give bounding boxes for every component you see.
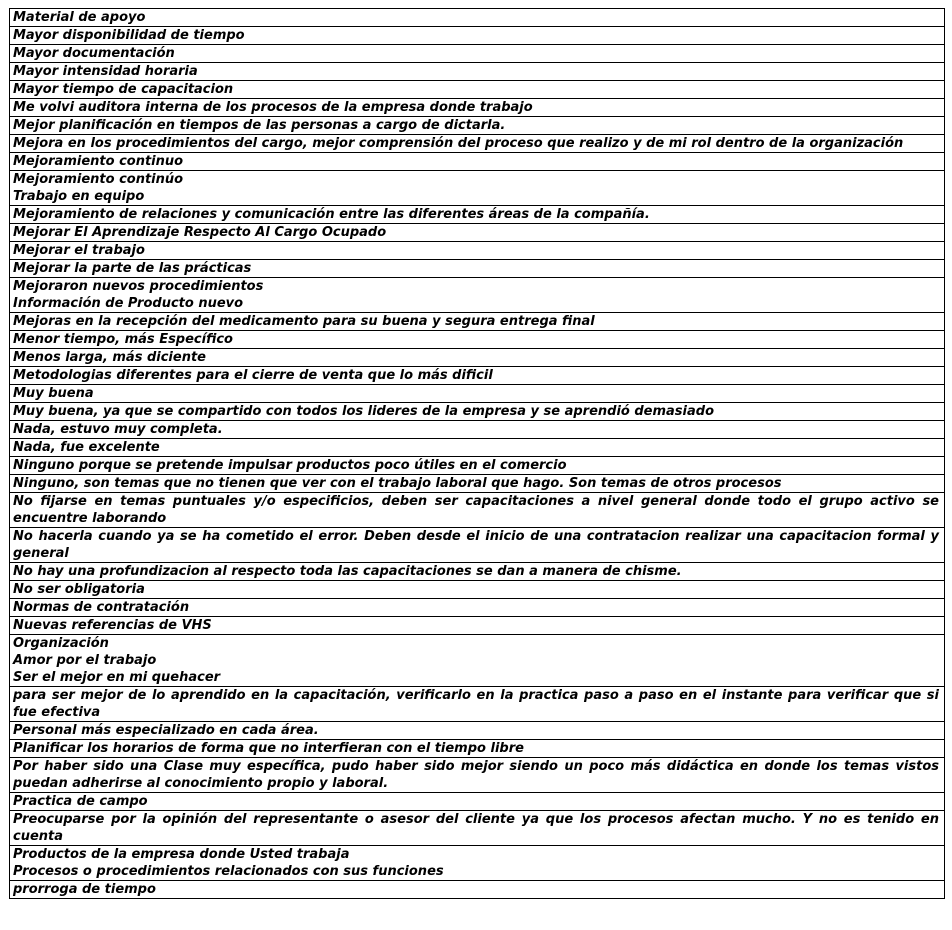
table-row	[10, 740, 944, 758]
table-row	[10, 421, 944, 439]
table-row	[10, 385, 944, 403]
table-row	[10, 171, 944, 206]
row-text: Ninguno porque se pretende impulsar productos poco útiles en el comercio	[13, 458, 567, 473]
row-text: Normas de contratación	[13, 600, 190, 615]
table-row	[10, 793, 944, 811]
table-row	[10, 349, 944, 367]
table-row	[10, 846, 944, 881]
row-text: Mayor intensidad horaria	[13, 64, 198, 79]
row-text: No fijarse en temas puntuales y/o especificios, deben ser capacitaciones a nivel general donde todo el grupo activo se encuentre laborando	[13, 494, 939, 526]
row-text: Por haber sido una Clase muy específica, pudo haber sido mejor siendo un poco más didáctica en donde los temas vistos puedan adherirse al conocimiento propio y laboral.	[13, 759, 939, 791]
row-text: No ser obligatoria	[13, 582, 145, 597]
row-text: Mayor documentación	[13, 46, 175, 61]
row-text: Planificar los horarios de forma que no interfieran con el tiempo libre	[13, 741, 524, 756]
table-row	[10, 313, 944, 331]
table-row	[10, 599, 944, 617]
row-text: Información de Producto nuevo	[13, 296, 244, 311]
table-row	[10, 581, 944, 599]
table-row	[10, 153, 944, 171]
responses-table	[9, 8, 945, 899]
table-row	[10, 242, 944, 260]
table-row	[10, 9, 944, 27]
table-row	[10, 99, 944, 117]
table-row	[10, 439, 944, 457]
row-text: Amor por el trabajo	[13, 653, 157, 668]
row-text: Mejor planificación en tiempos de las personas a cargo de dictarla.	[13, 118, 506, 133]
row-text: Mejoras en la recepción del medicamento para su buena y segura entrega final	[13, 314, 595, 329]
row-text: Mejorar la parte de las prácticas	[13, 261, 252, 276]
table-row	[10, 278, 944, 313]
row-text: Me volvi auditora interna de los procesos de la empresa donde trabajo	[13, 100, 533, 115]
table-row	[10, 687, 944, 722]
row-text: No hay una profundizacion al respecto toda las capacitaciones se dan a manera de chisme.	[13, 564, 682, 579]
row-text: Nada, estuvo muy completa.	[13, 422, 223, 437]
row-text: Productos de la empresa donde Usted trabaja	[13, 847, 350, 862]
row-text: Personal más especializado en cada área.	[13, 723, 319, 738]
row-text: Mayor disponibilidad de tiempo	[13, 28, 245, 43]
table-row	[10, 224, 944, 242]
table-row	[10, 563, 944, 581]
row-text: Menor tiempo, más Específico	[13, 332, 233, 347]
row-text: Muy buena, ya que se compartido con todos los lideres de la empresa y se aprendió demasiado	[13, 404, 715, 419]
table-row	[10, 135, 944, 153]
table-row	[10, 403, 944, 421]
table-row	[10, 722, 944, 740]
row-text: para ser mejor de lo aprendido en la capacitación, verificarlo en la practica paso a paso en el instante para verificar que si fue efectiva	[13, 688, 939, 720]
row-text: Muy buena	[13, 386, 94, 401]
table-row	[10, 63, 944, 81]
row-text: Metodologias diferentes para el cierre de venta que lo más dificil	[13, 368, 493, 383]
row-text: Nuevas referencias de VHS	[13, 618, 212, 633]
row-text: Mejoraron nuevos procedimientos	[13, 279, 264, 294]
row-text: Trabajo en equipo	[13, 189, 145, 204]
table-row	[10, 117, 944, 135]
row-text: Mejorar El Aprendizaje Respecto Al Cargo Ocupado	[13, 225, 387, 240]
row-text: Mejoramiento de relaciones y comunicación entre las diferentes áreas de la compañía.	[13, 207, 650, 222]
row-text: Ser el mejor en mi quehacer	[13, 670, 221, 685]
table-row	[10, 367, 944, 385]
table-row	[10, 27, 944, 45]
table-row	[10, 758, 944, 793]
table-row	[10, 45, 944, 63]
row-text: Menos larga, más diciente	[13, 350, 206, 365]
table-row	[10, 206, 944, 224]
table-row	[10, 811, 944, 846]
row-text: Procesos o procedimientos relacionados con sus funciones	[13, 864, 444, 879]
row-text: prorroga de tiempo	[13, 882, 156, 897]
table-row	[10, 475, 944, 493]
table-row	[10, 617, 944, 635]
row-text: Ninguno, son temas que no tienen que ver con el trabajo laboral que hago. Son temas de otros procesos	[13, 476, 782, 491]
table-row	[10, 331, 944, 349]
table-row	[10, 635, 944, 687]
table-row	[10, 493, 944, 528]
table-row	[10, 457, 944, 475]
table-row	[10, 528, 944, 563]
row-text: Nada, fue excelente	[13, 440, 160, 455]
table-row	[10, 260, 944, 278]
row-text: Preocuparse por la opinión del representante o asesor del cliente ya que los procesos afectan mucho. Y no es tenido en cuenta	[13, 812, 939, 844]
table-row	[10, 81, 944, 99]
table-row	[10, 881, 944, 899]
row-text: Mayor tiempo de capacitacion	[13, 82, 234, 97]
row-text: Mejora en los procedimientos del cargo, mejor comprensión del proceso que realizo y de mi rol dentro de la organización	[13, 136, 904, 151]
row-text: Mejoramiento continúo	[13, 172, 184, 187]
row-text: Material de apoyo	[13, 10, 146, 25]
row-text: Practica de campo	[13, 794, 148, 809]
row-text: Organización	[13, 636, 109, 651]
row-text: No hacerla cuando ya se ha cometido el error. Deben desde el inicio de una contratacion realizar una capacitacion formal y general	[13, 529, 939, 561]
row-text: Mejoramiento continuo	[13, 154, 184, 169]
row-text: Mejorar el trabajo	[13, 243, 145, 258]
